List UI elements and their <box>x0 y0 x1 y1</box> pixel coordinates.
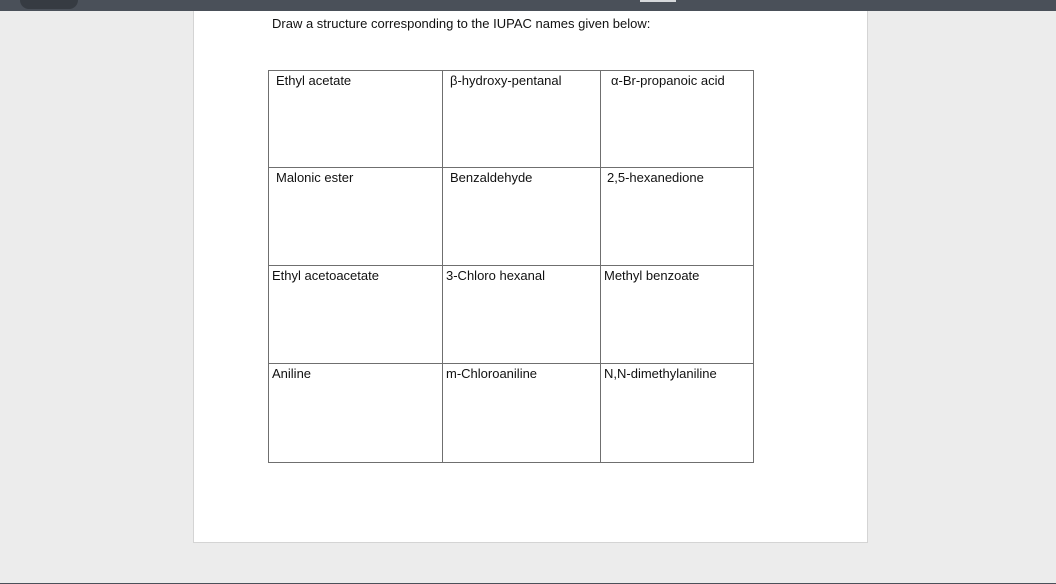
table-cell[interactable] <box>443 364 601 463</box>
compound-name: α-Br-propanoic acid <box>611 73 725 88</box>
table-cell[interactable] <box>443 71 601 168</box>
compound-name: m-Chloroaniline <box>446 366 538 381</box>
table-cell[interactable] <box>269 364 443 463</box>
instructions-text: Draw a structure corresponding to the IUPAC names given below: <box>272 16 651 31</box>
table-cell[interactable] <box>443 168 601 266</box>
compound-name: Methyl benzoate <box>604 268 700 283</box>
table-cell[interactable] <box>269 266 443 364</box>
table-row <box>269 364 754 463</box>
table-cell[interactable] <box>601 71 754 168</box>
table-cell[interactable] <box>601 168 754 266</box>
compound-name: Ethyl acetoacetate <box>272 268 379 283</box>
window-top-bar <box>0 0 1056 11</box>
compound-name: Aniline <box>272 366 312 381</box>
iupac-names-table <box>268 70 754 463</box>
compound-name: Ethyl acetate <box>276 73 352 88</box>
compound-name: Benzaldehyde <box>450 170 533 185</box>
table-row <box>269 168 754 266</box>
compound-name: β-hydroxy-pentanal <box>450 73 562 88</box>
window-indicator <box>640 0 676 2</box>
table-row <box>269 71 754 168</box>
table-cell[interactable] <box>601 364 754 463</box>
table-cell[interactable] <box>269 71 443 168</box>
compound-name: 2,5-hexanedione <box>607 170 704 185</box>
table-cell[interactable] <box>443 266 601 364</box>
table-cell[interactable] <box>601 266 754 364</box>
compound-name: 3-Chloro hexanal <box>446 268 546 283</box>
window-tab[interactable] <box>20 0 78 9</box>
table-cell[interactable] <box>269 168 443 266</box>
compound-name: N,N-dimethylaniline <box>604 366 717 381</box>
compound-name: Malonic ester <box>276 170 354 185</box>
table-row <box>269 266 754 364</box>
